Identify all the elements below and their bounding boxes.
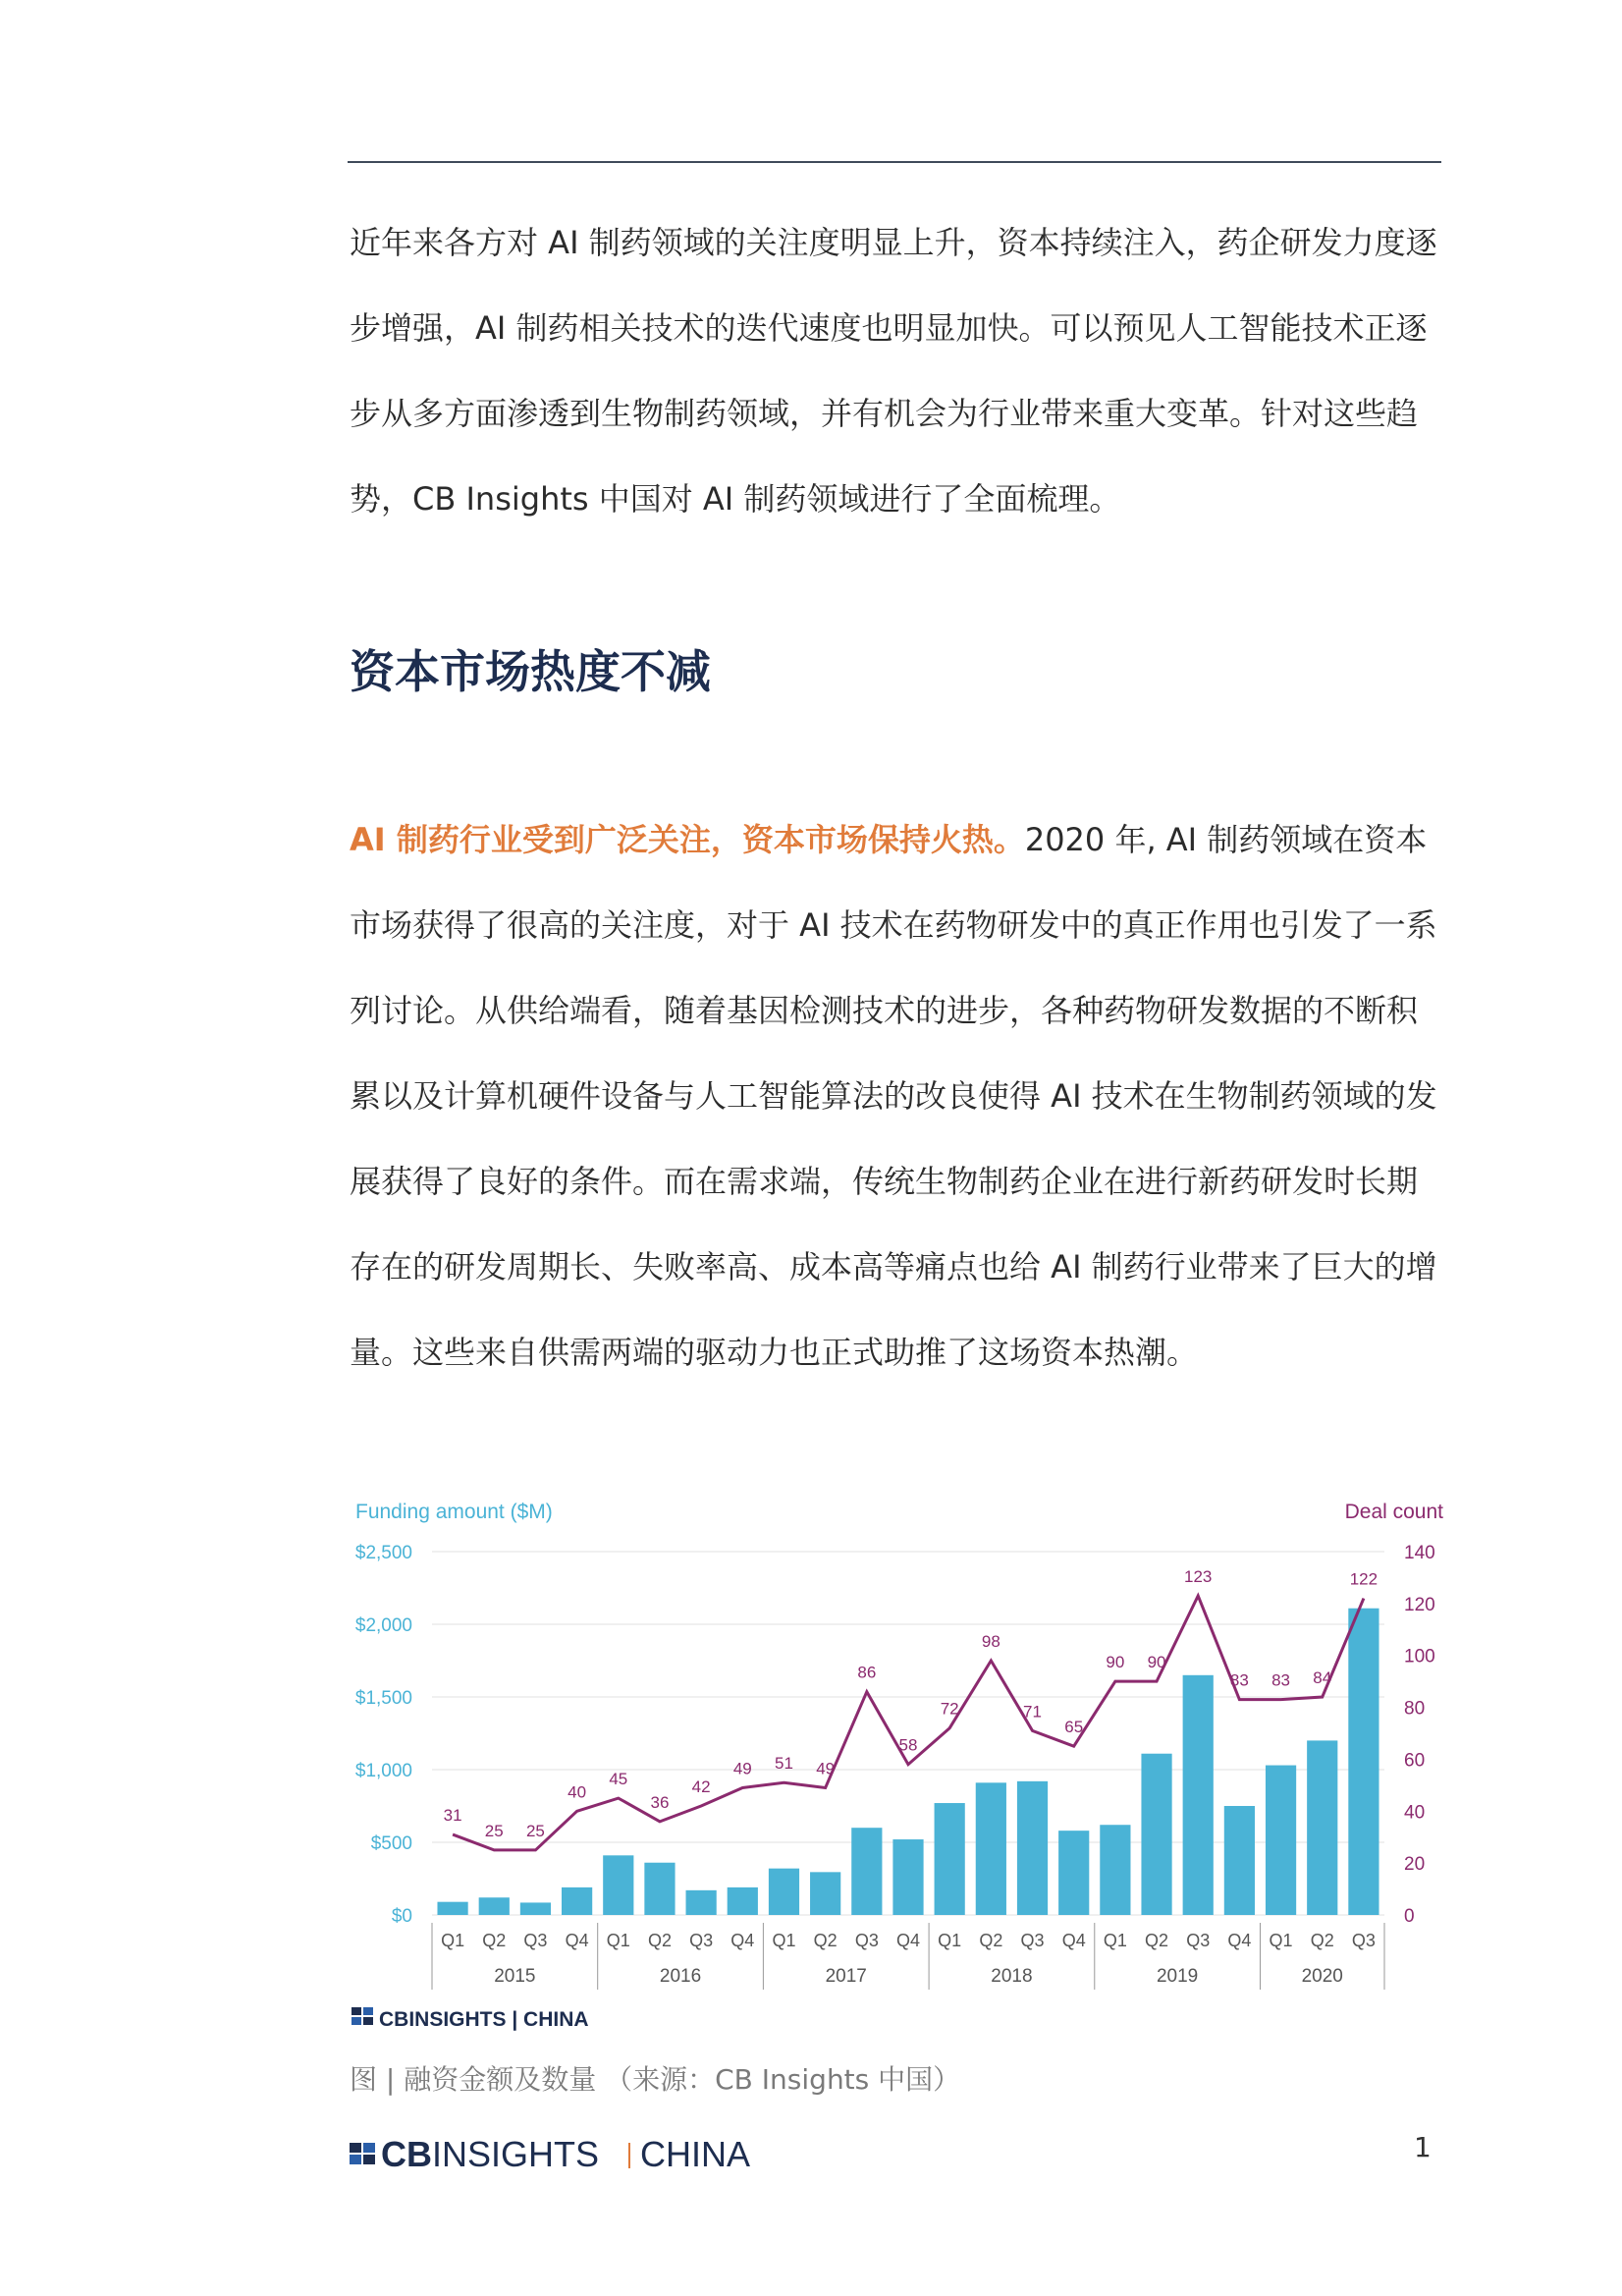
left-tick-label: $1,500 <box>354 1688 412 1709</box>
funding-bar <box>1224 1806 1255 1915</box>
funding-bar <box>1266 1766 1296 1915</box>
figure-caption: 图 | 融资金额及数量 （来源：CB Insights 中国） <box>350 2063 961 2096</box>
page-number: 1 <box>1414 2131 1432 2163</box>
deal-count-label: 58 <box>898 1735 918 1755</box>
right-tick-label: 60 <box>1404 1750 1426 1772</box>
deal-count-label: 90 <box>1106 1653 1125 1672</box>
funding-chart <box>334 1475 1453 2045</box>
deal-count-label: 84 <box>1313 1668 1332 1687</box>
right-tick-label: 140 <box>1404 1543 1435 1563</box>
left-axis-title: Funding amount ($M) <box>355 1501 553 1523</box>
year-label: 2018 <box>991 1966 1033 1987</box>
funding-bar <box>437 1902 467 1915</box>
deal-count-label: 65 <box>1064 1718 1084 1737</box>
quarter-tick-label: Q1 <box>1269 1931 1293 1950</box>
lead-sentence: AI 制药行业受到广泛关注，资本市场保持火热。 <box>350 821 1025 858</box>
quarter-tick-label: Q2 <box>979 1931 1003 1950</box>
funding-bar <box>728 1887 758 1915</box>
deal-count-label: 49 <box>732 1759 752 1778</box>
source-logo-icon <box>363 2007 373 2015</box>
quarter-tick-label: Q3 <box>1020 1931 1045 1950</box>
year-label: 2016 <box>659 1966 702 1987</box>
quarter-tick-label: Q2 <box>647 1931 672 1950</box>
cbinsights-logo <box>350 2131 782 2180</box>
source-logo-icon <box>351 2017 361 2025</box>
right-tick-label: 120 <box>1404 1594 1435 1615</box>
quarter-tick-label: Q1 <box>1103 1931 1127 1950</box>
deal-count-label: 45 <box>609 1770 628 1789</box>
deal-count-label: 98 <box>981 1632 1000 1651</box>
year-label: 2015 <box>494 1966 536 1987</box>
funding-bar <box>686 1890 717 1915</box>
deal-count-label: 122 <box>1349 1569 1379 1589</box>
funding-bar <box>1348 1609 1379 1915</box>
body-text: 2020 年, AI 制药领域在资本市场获得了很高的关注度，对于 AI 技术在药物研发中的真正作用也引发了一系列讨论。从供给端看，随着基因检测技术的进步，各种药物研发数据的不断积累以及计算机硬件设备与人工智能算法的改良使得 AI 技术在生物制药领域的发展获得了良好的条件。而在需求端，传统生物制药企业在进行新药研发时长期存在的研发周期长、失败率高、成本高等痛点也给 AI 制药行业带来了巨大的增量。这些来自供需两端的驱动力也正式助推了这场资本热潮。 <box>350 821 1437 1371</box>
funding-bar <box>976 1782 1006 1915</box>
deal-count-label: 83 <box>1271 1670 1291 1690</box>
quarter-tick-label: Q2 <box>1310 1931 1334 1950</box>
quarter-tick-label: Q3 <box>1351 1931 1376 1950</box>
year-label: 2017 <box>825 1966 867 1987</box>
left-tick-label: $0 <box>391 1906 412 1927</box>
quarter-tick-label: Q3 <box>523 1931 548 1950</box>
funding-bar <box>520 1902 551 1915</box>
funding-bar <box>851 1828 882 1915</box>
quarter-tick-label: Q3 <box>854 1931 879 1950</box>
right-axis-title: Deal count <box>1344 1501 1443 1523</box>
deal-count-label: 86 <box>857 1663 877 1682</box>
deal-count-label: 25 <box>525 1821 545 1840</box>
funding-bar <box>603 1855 633 1915</box>
quarter-tick-label: Q4 <box>1061 1931 1086 1950</box>
source-logo-icon <box>363 2017 373 2025</box>
quarter-tick-label: Q2 <box>813 1931 838 1950</box>
funding-bar <box>769 1869 799 1915</box>
right-tick-label: 100 <box>1404 1646 1435 1667</box>
quarter-tick-label: Q2 <box>1145 1931 1169 1950</box>
funding-bar <box>892 1839 923 1915</box>
body-paragraph <box>350 797 1441 1395</box>
intro-paragraph: 近年来各方对 AI 制药领域的关注度明显上升，资本持续注入，药企研发力度逐步增强，AI 制药相关技术的迭代速度也明显加快。可以预见人工智能技术正逐步从多方面渗透到生物制药领域，并有机会为行业带来重大变革。针对这些趋势，CB Insights 中国对 AI 制药领域进行了全面梳理。 <box>350 224 1437 518</box>
year-label: 2019 <box>1156 1966 1199 1987</box>
quarter-tick-label: Q3 <box>1186 1931 1211 1950</box>
quarter-tick-label: Q1 <box>772 1931 796 1950</box>
funding-bar <box>1058 1831 1089 1915</box>
quarter-tick-label: Q1 <box>606 1931 630 1950</box>
funding-bar <box>810 1872 840 1915</box>
funding-bar <box>1141 1754 1171 1915</box>
year-label: 2020 <box>1301 1966 1343 1987</box>
quarter-tick-label: Q4 <box>1227 1931 1252 1950</box>
deal-count-label: 49 <box>816 1759 836 1778</box>
funding-bar <box>1100 1825 1130 1915</box>
funding-bar <box>479 1897 510 1915</box>
funding-bar <box>935 1803 965 1915</box>
source-logo-icon <box>351 2007 361 2015</box>
right-tick-label: 20 <box>1404 1854 1426 1876</box>
left-tick-label: $2,000 <box>354 1615 412 1636</box>
deal-count-label: 51 <box>775 1754 793 1774</box>
quarter-tick-label: Q4 <box>565 1931 589 1950</box>
deal-count-label: 71 <box>1023 1702 1042 1722</box>
deal-count-label: 25 <box>484 1821 504 1840</box>
quarter-tick-label: Q2 <box>482 1931 507 1950</box>
deal-count-label: 123 <box>1184 1566 1213 1586</box>
deal-count-label: 42 <box>691 1777 711 1796</box>
source-logo-text: CBINSIGHTS | CHINA <box>379 2008 589 2031</box>
quarter-tick-label: Q1 <box>938 1931 962 1950</box>
left-tick-label: $500 <box>370 1833 412 1854</box>
right-tick-label: 0 <box>1404 1906 1415 1927</box>
funding-bar <box>562 1887 592 1915</box>
funding-bar <box>1183 1675 1214 1915</box>
logo-china: CHINA <box>640 2134 751 2174</box>
deal-count-label: 40 <box>568 1782 587 1802</box>
quarter-tick-label: Q1 <box>441 1931 465 1950</box>
section-heading: 资本市场热度不减 <box>350 645 711 698</box>
left-tick-label: $1,000 <box>354 1761 412 1781</box>
left-tick-label: $2,500 <box>354 1543 412 1563</box>
quarter-tick-label: Q3 <box>689 1931 714 1950</box>
deal-count-label: 31 <box>443 1806 462 1826</box>
funding-bar <box>644 1863 675 1915</box>
deal-count-label: 72 <box>940 1699 959 1719</box>
quarter-tick-label: Q4 <box>895 1931 921 1950</box>
right-tick-label: 80 <box>1404 1698 1426 1720</box>
deal-count-label: 83 <box>1229 1670 1249 1690</box>
deal-count-label: 90 <box>1147 1653 1166 1672</box>
deal-count-label: 36 <box>650 1792 670 1812</box>
top-rule <box>348 161 1441 163</box>
funding-bar <box>1017 1781 1048 1915</box>
logo-insights: INSIGHTS <box>432 2134 600 2174</box>
logo-cb: CB <box>381 2134 432 2174</box>
funding-bar <box>1307 1740 1337 1915</box>
right-tick-label: 40 <box>1404 1802 1426 1824</box>
quarter-tick-label: Q4 <box>730 1931 755 1950</box>
